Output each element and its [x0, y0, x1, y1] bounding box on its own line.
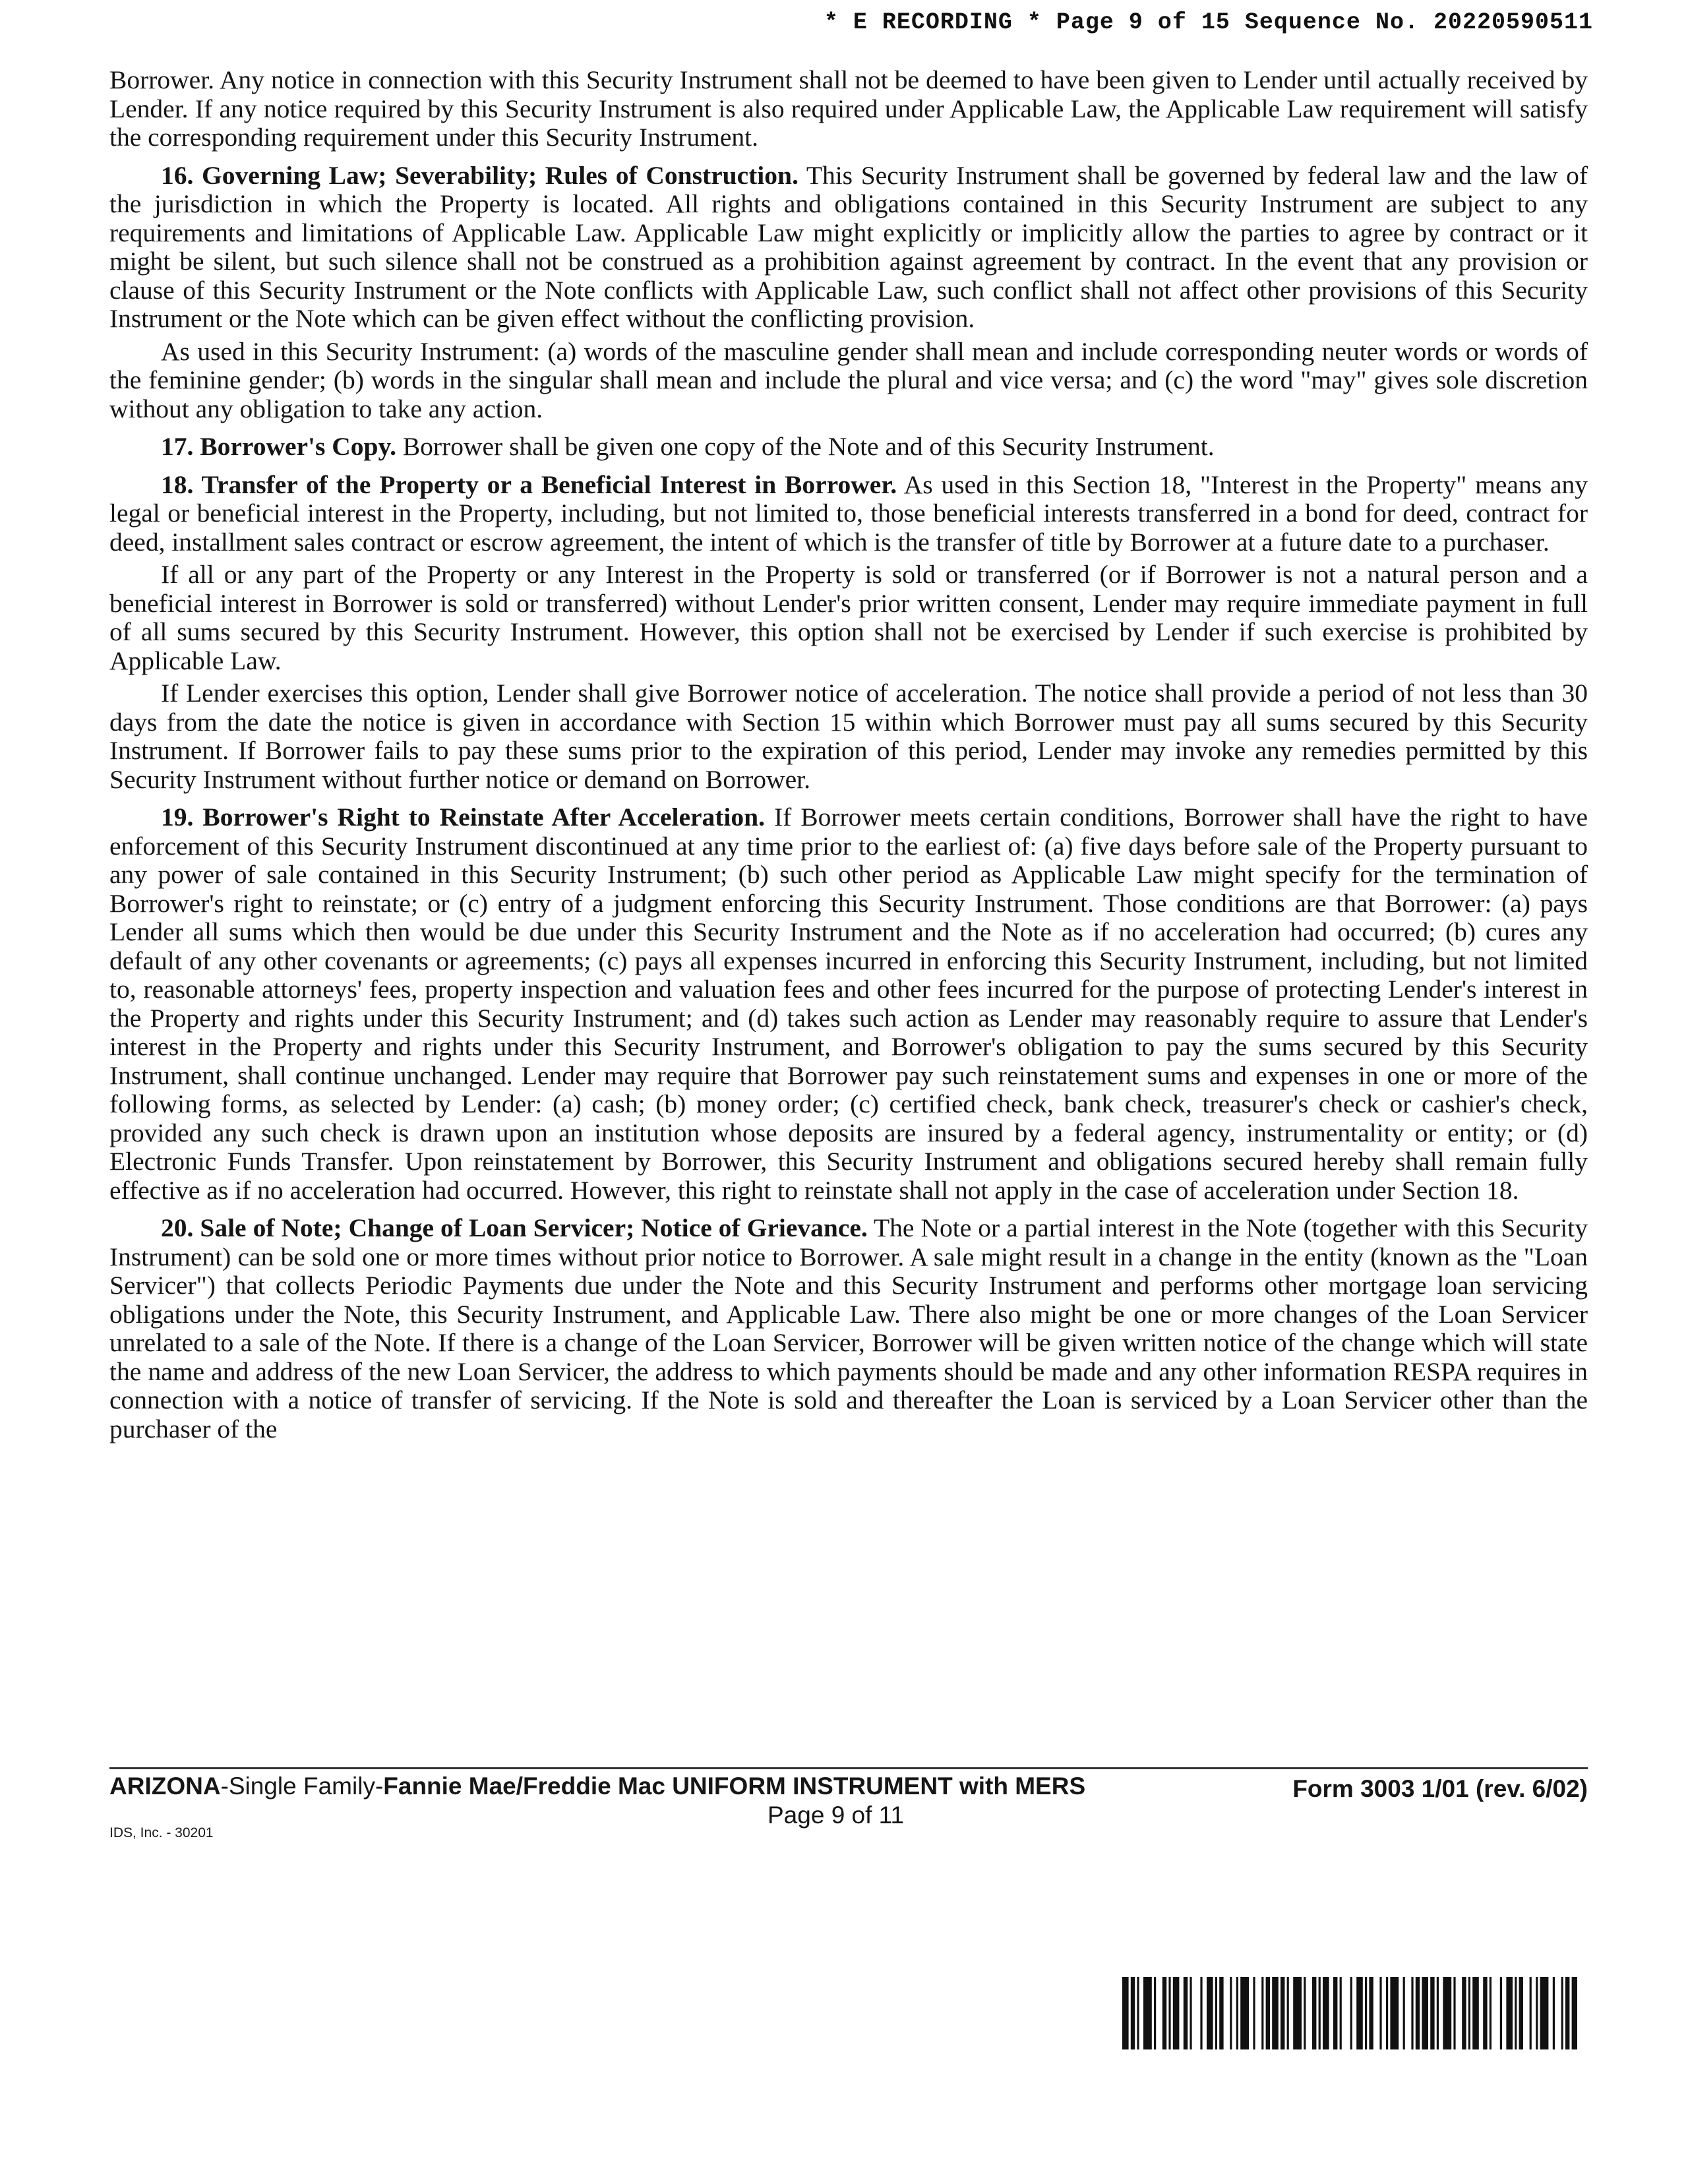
- section-heading: 20. Sale of Note; Change of Loan Servicer; Notice of Grievance.: [161, 1213, 868, 1242]
- footer-instrument: Fannie Mae/Freddie Mac UNIFORM INSTRUMENT with MERS: [383, 1773, 1086, 1800]
- paragraph-continuation: [109, 66, 1588, 152]
- paragraph-text: If all or any part of the Property or any Interest in the Property is sold or transferred (or if Borrower is not a natural person and a beneficial interest in Borrower is sold or transferred) without Lender's prior written consent, Lender may require immediate payment in full of all sums secured by this Security Instrument. However, this option shall not be exercised by Lender if such exercise is prohibited by Applicable Law.: [109, 560, 1588, 675]
- paragraph-text: Borrower shall be given one copy of the Note and of this Security Instrument.: [396, 432, 1215, 461]
- paragraph-text: If Borrower meets certain conditions, Borrower shall have the right to have enforcement of this Security Instrument discontinued at any time prior to the earliest of: (a) five days before sale of the Property pursuant to any power of sale contained in this Security Instrument; (b) such other period as Applicable Law might specify for the termination of Borrower's right to reinstate; or (c) entry of a judgment enforcing this Security Instrument. Those conditions are that Borrower: (a) pays Lender all sums which then would be due under this Security Instrument and the Note as if no acceleration had occurred; (b) cures any default of any other covenants or agreements; (c) pays all expenses incurred in enforcing this Security Instrument, including, but not limited to, reasonable attorneys' fees, property inspection and valuation fees and other fees incurred for the purpose of protecting Lender's interest in the Property and rights under this Security Instrument; and (d) takes such action as Lender may reasonably require to assure that Lender's interest in the Property and rights under this Security Instrument, and Borrower's obligation to pay the sums secured by this Security Instrument, shall continue unchanged. Lender may require that Borrower pay such reinstatement sums and expenses in one or more of the following forms, as selected by Lender: (a) cash; (b) money order; (c) certified check, bank check, treasurer's check or cashier's check, provided any such check is drawn upon an institution whose deposits are insured by a federal agency, instrumentality or entity; or (d) Electronic Funds Transfer. Upon reinstatement by Borrower, this Security Instrument and obligations secured hereby shall remain fully effective as if no acceleration had occurred. However, this right to reinstate shall not apply in the case of acceleration under Section 18.: [109, 803, 1588, 1205]
- paragraph-text: If Lender exercises this option, Lender shall give Borrower notice of acceleration. The notice shall provide a period of not less than 30 days from the date the notice is given in accordance with Section 15 within which Borrower must pay all sums secured by this Security Instrument. If Borrower fails to pay these sums prior to the expiration of this period, Lender may invoke any remedies permitted by this Security Instrument without further notice or demand on Borrower.: [109, 679, 1588, 794]
- section-19: [109, 803, 1588, 1205]
- paragraph-text: As used in this Section 18, "Interest in the Property" means any legal or beneficial interest in the Property, including, but not limited to, those beneficial interests transferred in a bond for deed, contract for deed, installment sales contract or escrow agreement, the intent of which is the transfer of title by Borrower at a future date to a purchaser.: [109, 470, 1588, 557]
- footer-family: -Single Family-: [220, 1773, 384, 1800]
- document-body: [109, 66, 1588, 1443]
- footer-divider: [109, 1767, 1588, 1769]
- footer-page-number: Page 9 of 11: [768, 1802, 905, 1829]
- paragraph-text: Borrower. Any notice in connection with this Security Instrument shall not be deemed to have been given to Lender until actually received by Lender. If any notice required by this Security Instrument is also required under Applicable Law, the Applicable Law requirement will satisfy the corresponding requirement under this Security Instrument.: [109, 65, 1588, 152]
- barcode: [1122, 1977, 1577, 2049]
- footer-form-number: Form 3003 1/01 (rev. 6/02): [1292, 1775, 1588, 1802]
- section-16-construction: [109, 338, 1588, 424]
- paragraph-text: As used in this Security Instrument: (a) words of the masculine gender shall mean and include corresponding neuter words or words of the feminine gender; (b) words in the singular shall mean and include the plural and vice versa; and (c) the word "may" gives sole discretion without any obligation to take any action.: [109, 336, 1588, 423]
- footer-instrument-title: [109, 1773, 1085, 1800]
- paragraph-text: The Note or a partial interest in the Note (together with this Security Instrument) can be sold one or more times without prior notice to Borrower. A sale might result in a change in the entity (known as the "Loan Servicer") that collects Periodic Payments due under the Note and this Security Instrument and performs other mortgage loan servicing obligations under the Note, this Security Instrument, and Applicable Law. There also might be one or more changes of the Loan Servicer unrelated to a sale of the Note. If there is a change of the Loan Servicer, Borrower will be given written notice of the change which will state the name and address of the new Loan Servicer, the address to which payments should be made and any other information RESPA requires in connection with a notice of transfer of servicing. If the Note is sold and thereafter the Loan is serviced by a Loan Servicer other than the purchaser of the: [109, 1213, 1588, 1443]
- section-heading: 18. Transfer of the Property or a Beneficial Interest in Borrower.: [161, 470, 897, 499]
- section-17: [109, 433, 1588, 462]
- section-18-transfer: [109, 561, 1588, 675]
- recording-header: * E RECORDING * Page 9 of 15 Sequence No. 20220590511: [824, 9, 1593, 36]
- footer-state: ARIZONA: [109, 1773, 221, 1800]
- section-heading: 16. Governing Law; Severability; Rules of Construction.: [161, 160, 799, 190]
- footer-ids-code: IDS, Inc. - 30201: [109, 1825, 214, 1840]
- section-heading: 19. Borrower's Right to Reinstate After Acceleration.: [161, 803, 766, 832]
- section-18: [109, 471, 1588, 557]
- section-16: [109, 162, 1588, 334]
- paragraph-text: This Security Instrument shall be governed by federal law and the law of the jurisdiction in which the Property is located. All rights and obligations contained in this Security Instrument are subject to any requirements and limitations of Applicable Law. Applicable Law might explicitly or implicitly allow the parties to agree by contract or it might be silent, but such silence shall not be construed as a prohibition against agreement by contract. In the event that any provision or clause of this Security Instrument or the Note conflicts with Applicable Law, such conflict shall not affect other provisions of this Security Instrument or the Note which can be given effect without the conflicting provision.: [109, 160, 1588, 333]
- section-18-acceleration: [109, 679, 1588, 794]
- section-heading: 17. Borrower's Copy.: [161, 432, 396, 461]
- section-20: [109, 1214, 1588, 1443]
